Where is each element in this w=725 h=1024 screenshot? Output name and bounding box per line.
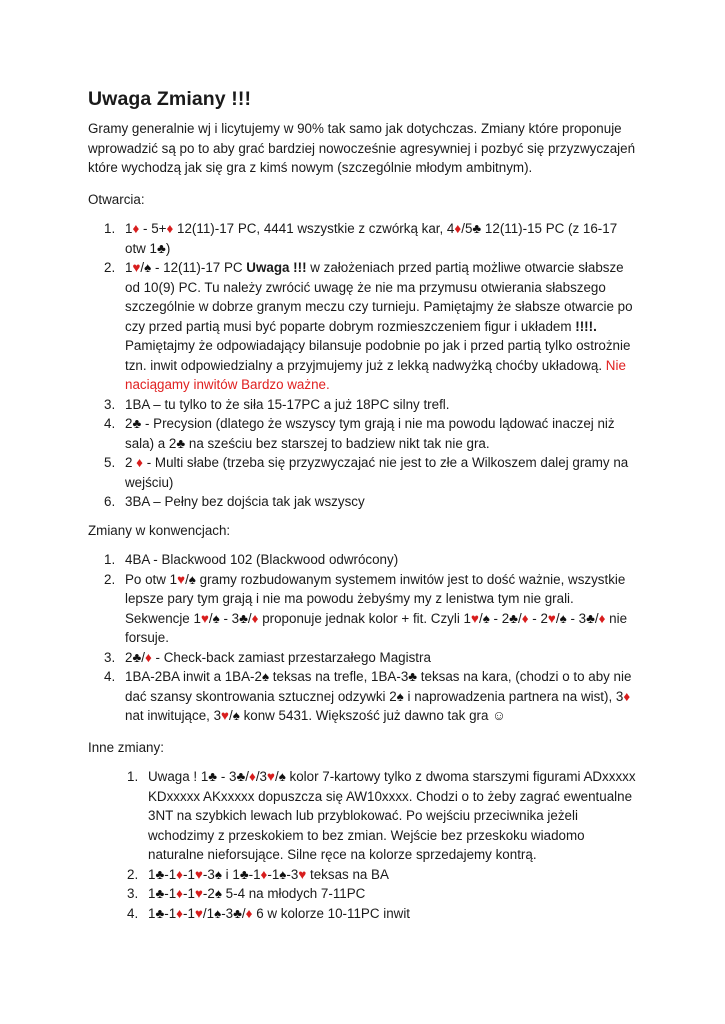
item-text: - 2 [489,610,510,626]
item-text: -3 [202,866,215,882]
list-item [88,258,636,395]
item-text: - 12(11)-17 PC [151,260,247,275]
black-suit-icon: ♣ [509,610,518,626]
black-suit-icon: ♠ [279,866,287,882]
list-item [88,767,636,865]
page-title: Uwaga Zmiany !!! [88,88,252,110]
black-suit-icon: ♠ [278,769,286,784]
item-text: -1 [164,886,177,901]
list-number: 3. [104,396,116,412]
black-suit-icon: ♣ [239,610,248,626]
item-text: 1 [148,886,156,901]
item-text: -1 [248,866,261,882]
item-text: / [594,610,599,626]
black-suit-icon: ♠ [232,708,240,723]
black-suit-icon: ♣ [155,866,165,882]
red-suit-icon: ♦ [176,886,184,901]
list-number: 1. [104,552,116,567]
item-text: - 2 [528,610,548,626]
item-text: gramy rozbudowanym systemem inwitów jest to dość ważnie, wszystkie lepsze pary tym grają i nie ma powodu żebyśmy my z lenistwa tym nie grali. Sekwencje 1 [125,571,626,626]
red-suit-icon: ♦ [251,610,259,626]
black-suit-icon: ♠ [482,610,490,626]
black-suit-icon: ♠ [188,571,196,587]
red-suit-icon: ♥ [194,866,203,882]
list-item [88,904,636,924]
item-text: - 5+ [139,221,167,236]
black-suit-icon: ♣ [472,221,482,236]
black-suit-icon: ♣ [155,905,165,921]
black-suit-icon: ♠ [144,260,152,275]
item-text: - 3 [217,769,237,784]
item-text: -1 [164,905,177,921]
section-heading-other: Inne zmiany: [88,740,164,755]
list-item [88,570,636,648]
item-text: 1 [125,260,133,275]
item-text: 2 [125,649,133,665]
red-suit-icon: ♦ [260,866,268,882]
list-item [88,648,636,668]
item-text: ) [165,240,171,256]
red-suit-icon: ♦ [144,649,152,665]
item-text: / [141,649,145,665]
black-suit-icon: ♣ [132,649,142,665]
item-text: 1 [125,221,133,236]
item-text: -1 [183,866,195,882]
item-text: -2 [202,886,215,901]
item-text: / [517,610,522,626]
black-suit-icon: ♣ [132,416,142,431]
item-text: 2 [125,455,137,470]
black-suit-icon: ♠ [212,610,220,626]
list-number: 5. [104,455,116,470]
item-text: - Check-back zamiast przestarzałego Magistra [151,649,431,665]
item-text: teksas na trefle, 1BA-3 [269,669,409,684]
item-text: /5 [461,221,473,236]
black-suit-icon: ♣ [239,866,249,882]
red-suit-icon: ♦ [132,221,140,236]
red-suit-icon: ♥ [298,866,307,882]
black-suit-icon: ♣ [408,669,418,684]
red-suit-icon: ♥ [132,260,141,275]
warning-text: Nie naciągamy inwitów Bardzo ważne. [125,357,626,392]
item-text: / [555,610,560,626]
item-text: 4BA - Blackwood 102 (Blackwood odwrócony) [125,552,399,567]
red-suit-icon: ♦ [248,769,256,784]
other-changes-list [88,767,636,923]
section-heading-conventions: Zmiany w konwencjach: [88,523,231,538]
black-suit-icon: ♠ [214,886,222,901]
red-suit-icon: ♥ [177,571,186,587]
item-text: nat inwitujące, 3 [125,708,222,723]
item-text: na sześciu bez starszej to badziew nikt tak nie gra. [185,435,490,451]
list-item [88,453,636,492]
item-text: 3BA – Pełny bez dojścia tak jak wszyscy [125,494,365,509]
item-text: / [228,708,233,723]
red-suit-icon: ♥ [547,610,556,626]
bold-emphasis: !!!!. [575,318,597,334]
item-text: Pamiętajmy że odpowiadający bilansuje podobnie po jak i przed partią tylko ostrożnie tzn. inwit odpowiedzialny a przyjmujemy już z lekką nadwyżką choćby układową. [125,338,631,373]
item-text: / [241,905,246,921]
bold-emphasis: Uwaga !!! [246,260,307,275]
item-text: -1 [183,886,195,901]
item-text: - 3 [219,610,240,626]
black-suit-icon: ♣ [176,435,186,451]
red-suit-icon: ♦ [598,610,606,626]
list-item [88,550,636,570]
item-text: 6 w kolorze 10-11PC inwit [252,905,411,921]
black-suit-icon: ♣ [586,610,595,626]
red-suit-icon: ♥ [194,905,203,921]
item-text: proponuje jednak kolor + fit. Czyli 1 [258,610,471,626]
intro-paragraph: Gramy generalnie wj i licytujemy w 90% tak samo jak dotychczas. Zmiany które proponuje wprowadzić są po to aby grać bardziej nowocześnie agresywniej i pozbyć się przyzwyczajeń które wychodzą jak się gra z kimś nowym (szczególnie młodym ambitnym). [88,121,636,175]
black-suit-icon: ♠ [214,866,222,882]
list-number: 2. [127,866,139,882]
item-text: i 1 [221,866,240,882]
list-item [88,865,636,885]
section-heading-openings: Otwarcia: [88,192,145,207]
black-suit-icon: ♠ [214,905,222,921]
item-text: i naprowadzenia partnera na wist), 3 [403,688,624,704]
item-text: Uwaga ! 1 [148,769,209,784]
item-text: / [208,610,213,626]
item-text: /1 [202,905,215,921]
red-suit-icon: ♦ [454,221,462,236]
list-number: 4. [127,905,139,921]
black-suit-icon: ♠ [396,688,404,704]
item-text: 5-4 na młodych 7-11PC [221,886,366,901]
item-text: / [247,610,252,626]
list-number: 2. [104,260,116,275]
list-number: 2. [104,571,116,587]
list-number: 3. [127,886,139,901]
red-suit-icon: ♦ [623,688,631,704]
item-text: teksas na kara, (chodzi o to aby nie dać szansy skontrowania sztucznej odzywki 2 [125,669,632,704]
item-text: 12(11)-15 PC (z 16-17 otw 1 [125,221,618,256]
red-suit-icon: ♦ [176,866,184,882]
item-text: 1BA-2BA inwit a 1BA-2 [125,669,262,684]
item-text: 1 [148,866,156,882]
red-suit-icon: ♥ [471,610,479,626]
list-number: 6. [104,494,116,509]
list-item [88,492,636,512]
item-text: kolor 7-kartowy tylko z dwoma starszymi figurami ADxxxxx KDxxxxx AKxxxxx dopuszcza się AW10xxxx. Chodzi o to żeby zagrać ewentualne 3NT na szybkich lewach lub przyblokować. Po wejściu przeciwnika jeżeli wchodzimy z przeskokiem to bez zmian. Wejście bez przeskoku wiadomo naturalne nieforsujące. Silne ręce na kolorze sprzedajemy kontrą. [148,769,636,862]
list-item [88,414,636,453]
item-text: w założeniach przed partią możliwe otwarcie słabsze od 10(9) PC. Tu należy zwrócić uwagę że nie ma przymusu otwierania słabszego szczególnie w dobrze granym meczu czy turnieju. Pamiętajmy że słabsze otwarcie po czy przed partią musi być poparte dobrym rozmieszczeniem figur i układem [125,260,633,334]
item-text: teksas na BA [306,866,389,882]
conventions-list [88,550,636,726]
list-item [88,219,636,258]
list-item [88,667,636,726]
openings-list [88,219,636,512]
black-suit-icon: ♣ [236,769,246,784]
item-text: /3 [255,769,267,784]
item-text: 12(11)-17 PC, 4441 wszystkie z czwórką kar, 4 [173,221,455,236]
list-item [88,884,636,904]
item-text: / [274,769,279,784]
black-suit-icon: ♣ [233,905,242,921]
black-suit-icon: ♠ [559,610,567,626]
list-number: 1. [104,221,116,236]
red-suit-icon: ♦ [245,905,253,921]
red-suit-icon: ♥ [200,610,209,626]
item-text: - Multi słabe (trzeba się przyzwyczajać nie jest to złe a Wilkoszem dalej gramy na wejściu) [125,455,629,490]
list-number: 1. [127,769,139,784]
item-text: - 3 [566,610,587,626]
black-suit-icon: ♣ [155,886,165,901]
item-text: -1 [183,905,195,921]
item-text: nie forsuje. [125,610,628,645]
item-text: Po otw 1 [125,571,178,587]
black-suit-icon: ♣ [157,240,166,256]
item-text: -3 [286,866,299,882]
red-suit-icon: ♦ [176,905,184,921]
red-suit-icon: ♦ [136,455,144,470]
red-suit-icon: ♥ [194,886,203,901]
list-number: 3. [104,649,116,665]
item-text: -3 [221,905,234,921]
item-text: 2 [125,416,133,431]
list-number: 4. [104,416,116,431]
item-text: 1BA – tu tylko to że siła 15-17PC a już 18PC silny trefl. [125,396,450,412]
red-suit-icon: ♦ [166,221,174,236]
red-suit-icon: ♥ [221,708,229,723]
list-number: 4. [104,669,116,684]
item-text: -1 [267,866,280,882]
item-text: / [140,260,145,275]
red-suit-icon: ♦ [521,610,529,626]
item-text: / [245,769,249,784]
item-text: / [185,571,189,587]
list-item [88,395,636,415]
item-text: 1 [148,905,156,921]
item-text: konw 5431. Większość już dawno tak gra ☺ [239,708,506,723]
item-text: / [478,610,483,626]
black-suit-icon: ♠ [261,669,270,684]
item-text: - Precysion (dlatego że wszyscy tym grają i nie ma powodu lądować inaczej niż sala) a 2 [125,416,615,451]
red-suit-icon: ♥ [267,769,275,784]
black-suit-icon: ♣ [208,769,218,784]
item-text: -1 [164,866,177,882]
